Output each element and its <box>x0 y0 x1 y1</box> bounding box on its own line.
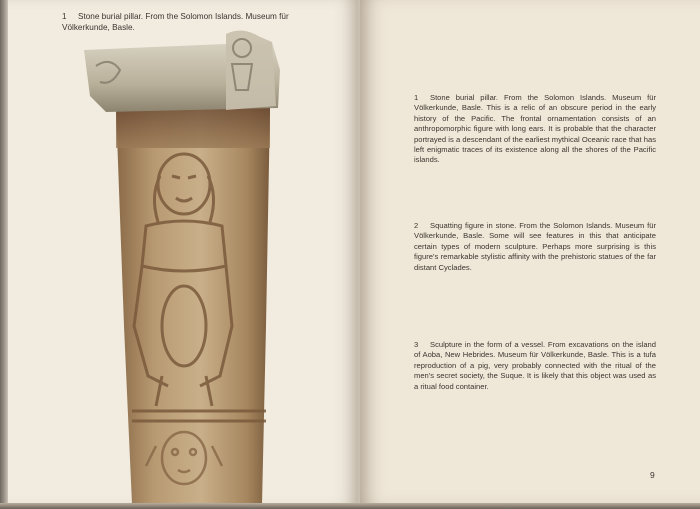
book-bottom-edge <box>0 503 700 509</box>
entry-text: Squatting figure in stone. From the Solomon Islands. Museum für Völkerkunde, Basle. Some will see features in this that anticipate certain types of modern sculpture. Perhaps more surprising is this figure's remarkable stylistic affinity with the prehistoric statues of the far distant Cyclades. <box>414 221 656 272</box>
text-entry-2 <box>414 221 656 273</box>
caption-text: Stone burial pillar. From the Solomon Islands. Museum für Völkerkunde, Basle. <box>62 12 289 32</box>
text-entry-1 <box>414 93 656 166</box>
entry-text: Sculpture in the form of a vessel. From excavations on the island of Aoba, New Hebrides. Museum für Völkerkunde, Basle. This is a tufa reproduction of a pig, very probably connected with the ritual of the men's secret society, the Suque. It is likely that this object was used as a ritual food container. <box>414 340 656 391</box>
entry-number: 3 <box>414 340 419 349</box>
caption-number: 1 <box>62 12 67 21</box>
entry-number: 2 <box>414 221 419 230</box>
stone-pillar-photo <box>76 26 288 504</box>
text-entry-3 <box>414 340 656 392</box>
page-number: 9 <box>650 470 655 480</box>
entry-text: Stone burial pillar. From the Solomon Islands. Museum für Völkerkunde, Basle. This is a relic of an obscure period in the early history of the Pacific. The frontal ornamentation consists of an anthropomorphic figure with long ears. It is probable that the character portrayed is a descendant of the earliest mythical Oceanic race that has left enigmatic traces of its existence along all the shores of the Pacific islands. <box>414 93 656 165</box>
entry-number: 1 <box>414 93 419 102</box>
